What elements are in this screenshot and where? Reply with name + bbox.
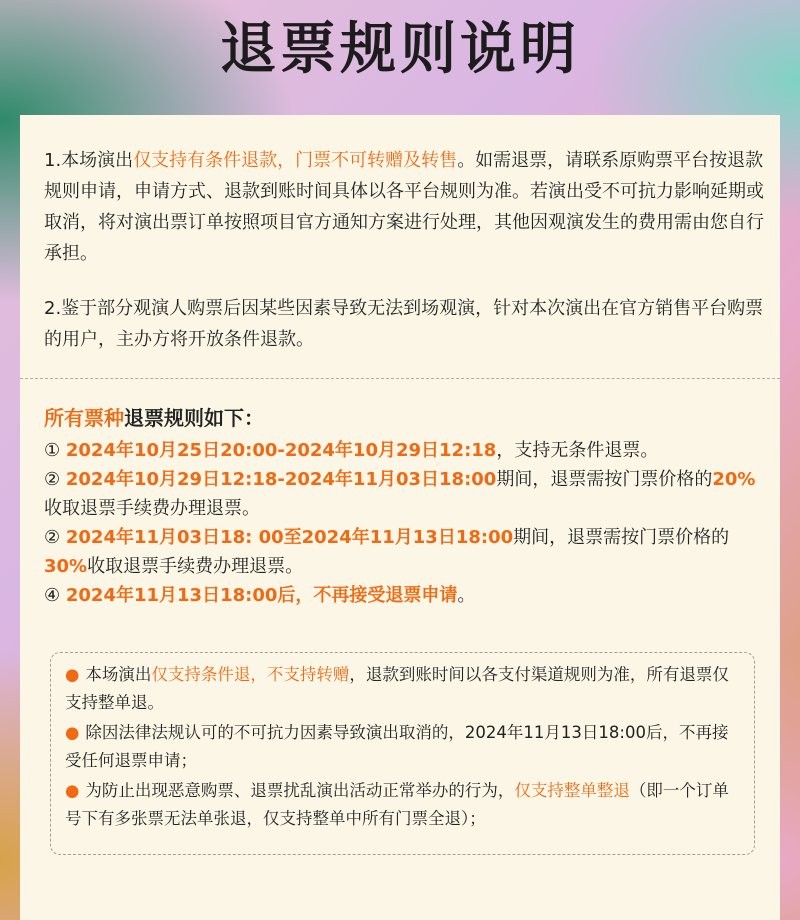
rule-item-1 — [44, 436, 764, 465]
note-text: 除因法律法规认可的不可抗力因素导致演出取消的，2024年11月13日18:00后，不再接受任何退票申请； — [65, 723, 729, 770]
rule-fee-percent: 20% — [712, 469, 756, 490]
dashed-divider — [20, 378, 780, 379]
note-highlight: 仅支持整单整退 — [514, 781, 630, 800]
bullet-icon: ● — [65, 781, 80, 800]
rule-period: 2024年10月29日12:18-2024年11月03日18:00 — [65, 469, 497, 490]
bullet-icon: ● — [65, 723, 80, 742]
refund-rules-section — [44, 402, 764, 610]
intro-paragraph-2: 2.鉴于部分观演人购票后因某些因素导致无法到场观演，针对本次演出在官方销售平台购票的用户，主办方将开放条件退款。 — [44, 298, 764, 350]
rule-period: 2024年11月03日18: 00至2024年11月13日18:00 — [65, 527, 514, 548]
rules-heading-highlight: 所有票种 — [44, 406, 124, 430]
note-text: ，退款到账时间以各支付渠道规则为准，所有退票仅支持整单退。 — [65, 665, 729, 712]
rule-period: 2024年10月25日20:00-2024年10月29日12:18 — [65, 440, 497, 461]
rules-heading — [44, 402, 764, 434]
bullet-icon: ● — [65, 665, 80, 684]
note-highlight: 仅支持条件退，不支持转赠 — [151, 665, 350, 684]
note-text: （即一个订单号下有多张票无法单张退，仅支持整单中所有门票全退）； — [65, 781, 729, 828]
notes-box — [50, 652, 755, 855]
page-title: 退票规则说明 — [220, 17, 580, 82]
rule-text: 收取退票手续费办理退票。 — [44, 498, 260, 519]
rule-period: 2024年11月13日18:00后，不再接受退票申请 — [65, 585, 458, 606]
intro-section — [44, 145, 764, 379]
intro-paragraph-1 — [44, 145, 764, 269]
note-item-1 — [65, 661, 740, 717]
intro-p1-prefix: 1.本场演出 — [44, 150, 134, 171]
rule-text: 期间，退票需按门票价格的 — [496, 469, 713, 490]
note-text: 为防止出现恶意购票、退票扰乱演出活动正常举办的行为， — [85, 781, 515, 800]
rule-number: ① — [44, 440, 61, 461]
rule-fee-percent: 30% — [44, 556, 88, 577]
rule-item-4 — [44, 581, 764, 610]
rule-item-2 — [44, 465, 764, 523]
rule-text: 。 — [457, 585, 476, 606]
note-text: 本场演出 — [85, 665, 152, 684]
note-item-2 — [65, 719, 740, 775]
rule-number: ② — [44, 527, 61, 548]
rule-text: 收取退票手续费办理退票。 — [87, 556, 304, 577]
intro-p1-body: 。如需退票，请联系原购票平台按退款规则申请，申请方式、退款到账时间具体以各平台规则为准。若演出受不可抗力影响延期或取消，将对演出票订单按照项目官方通知方案进行处理，其他因观演发生的费用需由您自行承担。 — [44, 150, 764, 264]
rule-text: ，支持无条件退票。 — [496, 440, 659, 461]
intro-p1-highlight: 仅支持有条件退款，门票不可转赠及转售 — [133, 150, 458, 171]
rules-panel — [20, 115, 780, 920]
rule-item-3 — [44, 523, 764, 581]
rule-text: 期间，退票需按门票价格的 — [513, 527, 730, 548]
rules-heading-text: 退票规则如下： — [124, 406, 264, 430]
rule-number: ② — [44, 469, 61, 490]
note-item-3 — [65, 777, 740, 833]
rule-number: ④ — [44, 585, 61, 606]
